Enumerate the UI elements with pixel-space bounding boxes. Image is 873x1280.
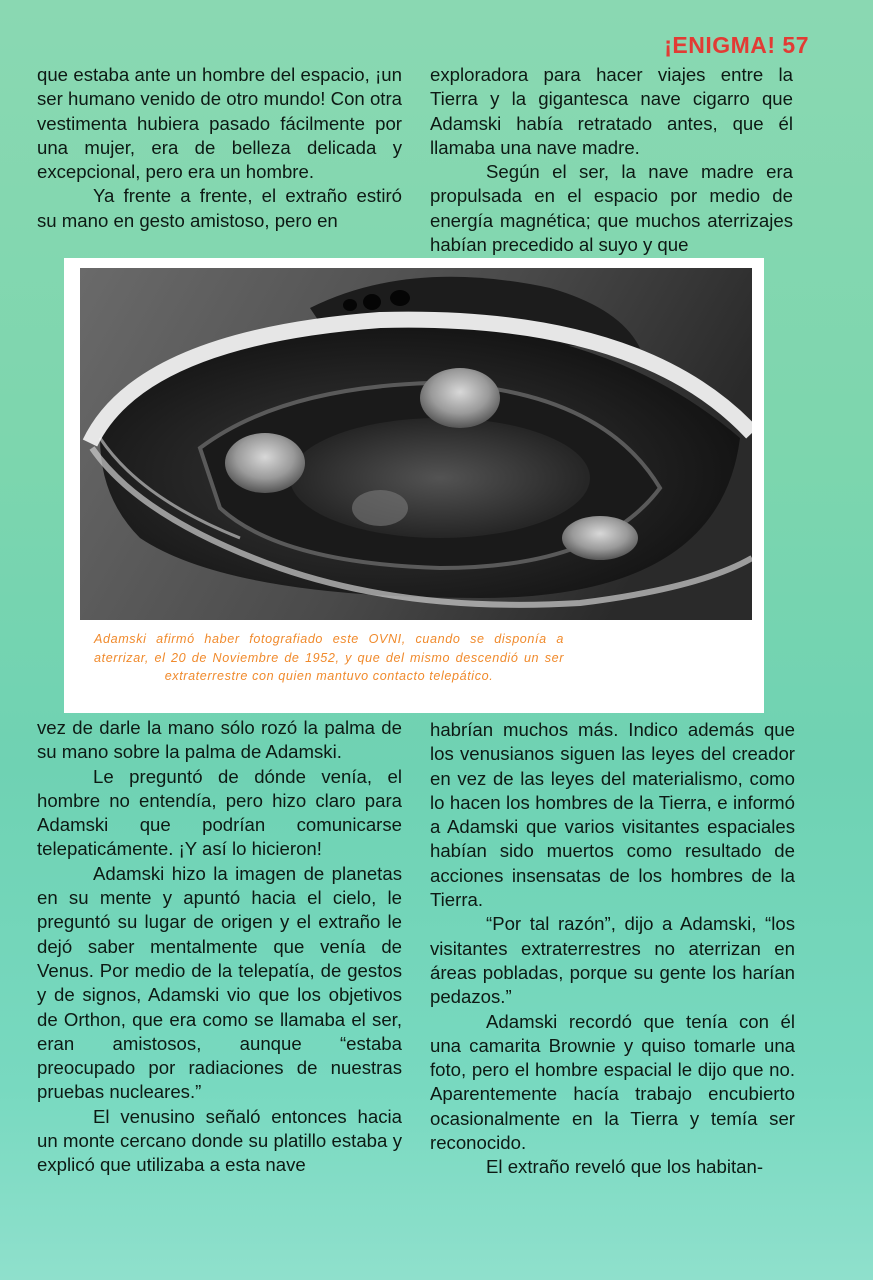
ufo-photo xyxy=(80,268,752,620)
paragraph: habrían muchos más. Indico además que los venusianos siguen las leyes del creador en vez de las leyes del materialismo, como lo hacen los hombres de la Tierra, e informó a Adamski que varios visitantes espaciales habían sido muertos como resultado de acciones insensatas de los hombres de la Tierra. xyxy=(430,719,795,911)
paragraph: El extraño reveló que los habitan- xyxy=(486,1156,764,1178)
photo-box xyxy=(64,258,764,713)
paragraph: Adamski hizo la imagen de planetas en su mente y apuntó hacia el cielo, le preguntó su lugar de origen y el extraño le dejó saber mentalmente que venía de Venus. Por medio de la telepatía, de gestos y de signos, Adamski vio que los objetivos de Orthon, que era como se llamaba el ser, eran amistosos, aunque “estaba preocupado por radiaciones de nuestras pruebas nucleares.” xyxy=(37,862,402,1103)
paragraph: El venusino señaló entonces hacia un monte cercano donde su platillo estaba y explicó que utilizaba a esta nave xyxy=(37,1105,402,1176)
column-bottom-left xyxy=(37,716,402,1178)
paragraph: Adamski recordó que tenía con él una camarita Brownie y quiso tomarle una foto, pero el hombre espacial le dijo que no. Aparentemente hacía trabajo encubierto ocasionalmente en la Tierra y temía ser reconocido. xyxy=(430,1010,795,1154)
paragraph: Le preguntó de dónde venía, el hombre no entendía, pero hizo claro para Adamski que podrían comunicarse telepaticámente. ¡Y así lo hicieron! xyxy=(37,765,402,860)
page-header: ¡ENIGMA! 57 xyxy=(664,32,809,58)
column-top-right xyxy=(430,63,793,257)
paragraph: “Por tal razón”, dijo a Adamski, “los visitantes extraterrestres no aterrizan en áreas pobladas, porque su gente los harían pedazos.” xyxy=(430,913,795,1008)
paragraph: Ya frente a frente, el extraño estiró su mano en gesto amistoso, pero en xyxy=(37,185,402,231)
paragraph: que estaba ante un hombre del espacio, ¡un ser humano venido de otro mundo! Con otra vestimenta hubiera pasado fácilmente por una mujer, era de belleza delicada y excepcional, pero era un hombre. xyxy=(37,64,402,183)
photo-caption: Adamski afirmó haber fotografiado este OVNI, cuando se disponía a aterrizar, el 20 de Noviembre de 1952, y que del mismo descendió un ser extraterrestre con quien mantuvo contacto telepático. xyxy=(94,632,564,683)
column-bottom-right xyxy=(430,718,795,1180)
paragraph: Según el ser, la nave madre era propulsada en el espacio por medio de energía magnética; que muchos aterrizajes habían precedido al suyo y que xyxy=(430,161,793,256)
column-top-left xyxy=(37,63,402,233)
paragraph: vez de darle la mano sólo rozó la palma de su mano sobre la palma de Adamski. xyxy=(37,717,402,763)
paragraph: exploradora para hacer viajes entre la Tierra y la gigantesca nave cigarro que Adamski había retratado antes, que él llamaba una nave madre. xyxy=(430,64,793,158)
flying-saucer-image xyxy=(80,268,752,620)
